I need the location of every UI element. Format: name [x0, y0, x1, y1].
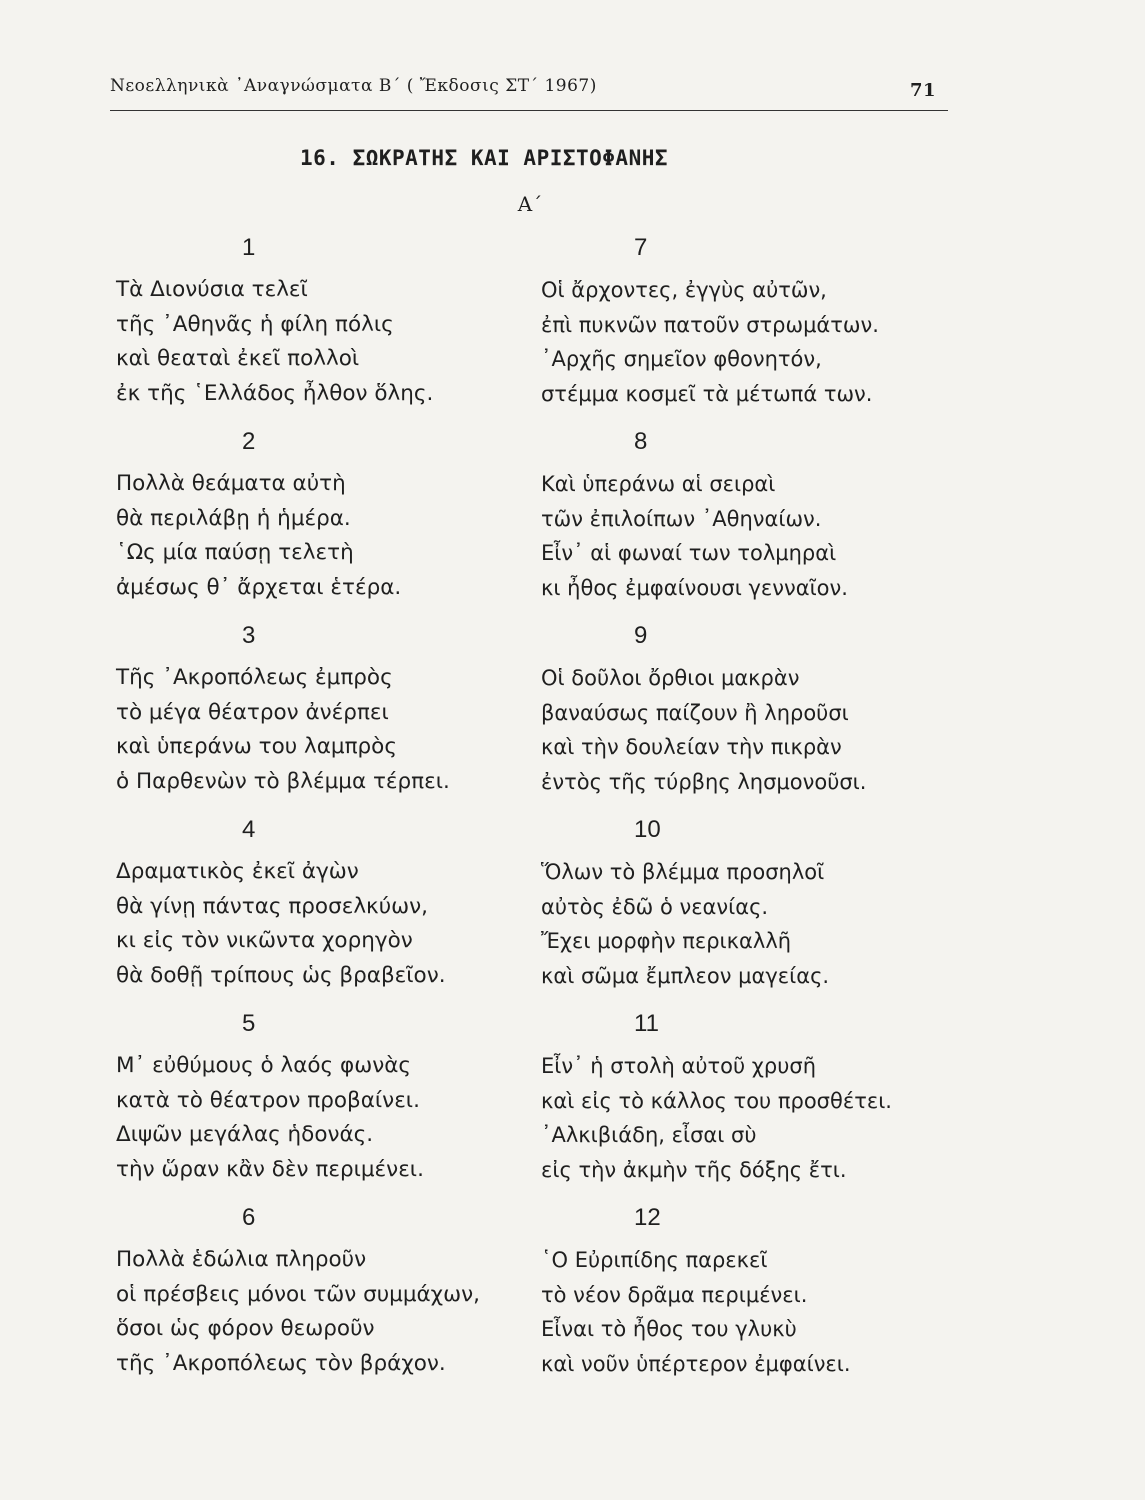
running-header	[110, 72, 946, 102]
verse-line: καὶ σῶμα ἔμπλεον μαγείας.	[541, 963, 830, 988]
verse-line: στέμμα κοσμεῖ τὰ μέτωπά των.	[541, 381, 873, 406]
verse-line: ἀμέσως θ᾿ ἄρχεται ἑτέρα.	[116, 574, 402, 600]
running-title: Νεοελληνικὰ ᾿Αναγνώσματα Β΄ ( Ἔκδοσις ΣΤ΄ 1967)	[110, 76, 597, 96]
stanza	[541, 1203, 981, 1397]
stanza-number: 3	[242, 622, 256, 649]
verse-line: ῾Ο Εὐριπίδης παρεκεῖ	[541, 1248, 768, 1272]
stanza-number: 7	[634, 234, 648, 261]
stanza	[541, 427, 981, 621]
poem-title: 16. ΣΩΚΡΑΤΗΣ ΚΑΙ ΑΡΙΣΤΟΦΑΝΗΣ	[300, 146, 669, 170]
verse-line: Οἱ ἄρχοντες, ἐγγὺς αὐτῶν,	[541, 278, 827, 302]
header-rule	[110, 110, 948, 111]
left-column	[116, 233, 556, 1397]
verse-line: θὰ δοθῇ τρίπους ὡς βραβεῖον.	[116, 962, 446, 988]
verse-line: ἐντὸς τῆς τύρβης λησμονοῦσι.	[541, 769, 867, 794]
verse-line: οἱ πρέσβεις μόνοι τῶν συμμάχων,	[116, 1281, 480, 1307]
stanza	[116, 1009, 556, 1203]
verse-line: θὰ περιλάβῃ ἡ ἡμέρα.	[116, 505, 351, 531]
verse-line: τὸ νέον δρᾶμα περιμένει.	[541, 1282, 808, 1307]
verse-line: καὶ ὑπεράνω του λαμπρὸς	[116, 734, 397, 759]
verse-line: Καὶ ὑπεράνω αἱ σειραὶ	[541, 472, 776, 496]
verse-line: τῆς ᾿Ακροπόλεως τὸν βράχον.	[116, 1350, 446, 1376]
verse-line: τῆς ᾿Αθηνᾶς ἡ φίλη πόλις	[116, 311, 394, 337]
stanza-number: 10	[634, 816, 661, 843]
part-label: Α΄	[517, 192, 543, 216]
verse-line: Ὅλων τὸ βλέμμα προσηλοῖ	[541, 860, 825, 884]
verse-line: βαναύσως παίζουν ἢ ληροῦσι	[541, 700, 849, 725]
verse-line: ὁ Παρθενὼν τὸ βλέμμα τέρπει.	[116, 768, 450, 794]
verse-line: Μ᾿ εὐθύμους ὁ λαός φωνὰς	[116, 1053, 411, 1078]
verse-line: Εἶν᾿ ἡ στολὴ αὐτοῦ χρυσῆ	[541, 1054, 817, 1078]
verse-line: τὴν ὥραν κἂν δὲν περιμένει.	[116, 1156, 424, 1182]
verse-line: Ἔχει μορφὴν περικαλλῆ	[541, 929, 792, 953]
stanza	[116, 815, 556, 1009]
verse-line: τῶν ἐπιλοίπων ᾿Αθηναίων.	[541, 506, 822, 531]
stanza-number: 4	[242, 816, 256, 843]
stanza-number: 1	[242, 234, 256, 261]
stanza-number: 9	[634, 622, 648, 649]
stanza-number: 5	[242, 1010, 256, 1037]
stanza	[541, 1009, 981, 1203]
verse-line: Εἶν᾿ αἱ φωναί των τολμηραὶ	[541, 541, 837, 565]
stanza	[116, 621, 556, 815]
verse-line: καὶ εἰς τὸ κάλλος του προσθέτει.	[541, 1088, 892, 1113]
verse-line: Εἶναι τὸ ἦθος του γλυκὺ	[541, 1317, 797, 1341]
verse-line: Δραματικὸς ἐκεῖ ἀγὼν	[116, 859, 359, 884]
page-number: 71	[909, 80, 936, 101]
stanza-number: 6	[242, 1204, 256, 1231]
verse-line: τὸ μέγα θέατρον ἀνέρπει	[116, 699, 389, 725]
verse-line: κι ἦθος ἐμφαίνουσι γενναῖον.	[541, 575, 848, 600]
verse-line: καὶ θεαταὶ ἐκεῖ πολλοὶ	[116, 346, 360, 371]
verse-line: κι εἰς τὸν νικῶντα χορηγὸν	[116, 928, 413, 953]
verse-line: ἐκ τῆς ῾Ελλάδος ἦλθον ὅλης.	[116, 380, 434, 406]
stanza-number: 2	[242, 428, 256, 455]
verse-line: ἐπὶ πυκνῶν πατοῦν στρωμάτων.	[541, 312, 879, 337]
stanza-number: 12	[634, 1204, 661, 1231]
verse-line: εἰς τὴν ἀκμὴν τῆς δόξης ἔτι.	[541, 1157, 847, 1182]
verse-line: ᾿Αρχῆς σημεῖον φθονητόν,	[541, 347, 822, 371]
verse-line: ῾Ως μία παύσῃ τελετὴ	[116, 540, 354, 565]
verse-line: ὅσοι ὡς φόρον θεωροῦν	[116, 1316, 375, 1341]
verse-line: Οἱ δοῦλοι ὄρθιοι μακρὰν	[541, 666, 800, 690]
stanza-number: 8	[634, 428, 648, 455]
stanza	[116, 233, 556, 427]
right-column	[541, 233, 981, 1397]
verse-line: Διψῶν μεγάλας ἡδονάς.	[116, 1122, 374, 1147]
verse-line: ᾿Αλκιβιάδη, εἶσαι σὺ	[541, 1123, 757, 1147]
stanza	[541, 621, 981, 815]
verse-line: Πολλὰ θεάματα αὐτὴ	[116, 471, 346, 496]
verse-line: καὶ νοῦν ὑπέρτερον ἐμφαίνει.	[541, 1351, 851, 1376]
verse-line: Τῆς ᾿Ακροπόλεως ἐμπρὸς	[116, 665, 393, 690]
stanza	[116, 427, 556, 621]
verse-line: θὰ γίνῃ πάντας προσελκύων,	[116, 893, 429, 919]
stanza-number: 11	[634, 1010, 659, 1037]
stanza	[541, 815, 981, 1009]
verse-line: κατὰ τὸ θέατρον προβαίνει.	[116, 1087, 420, 1113]
stanza	[541, 233, 981, 427]
verse-line: Τὰ Διονύσια τελεῖ	[116, 277, 308, 302]
verse-line: καὶ τὴν δουλείαν τὴν πικρὰν	[541, 735, 842, 759]
verse-line: αὐτὸς ἐδῶ ὁ νεανίας.	[541, 894, 769, 919]
stanza	[116, 1203, 556, 1397]
verse-line: Πολλὰ ἑδώλια πληροῦν	[116, 1247, 367, 1272]
